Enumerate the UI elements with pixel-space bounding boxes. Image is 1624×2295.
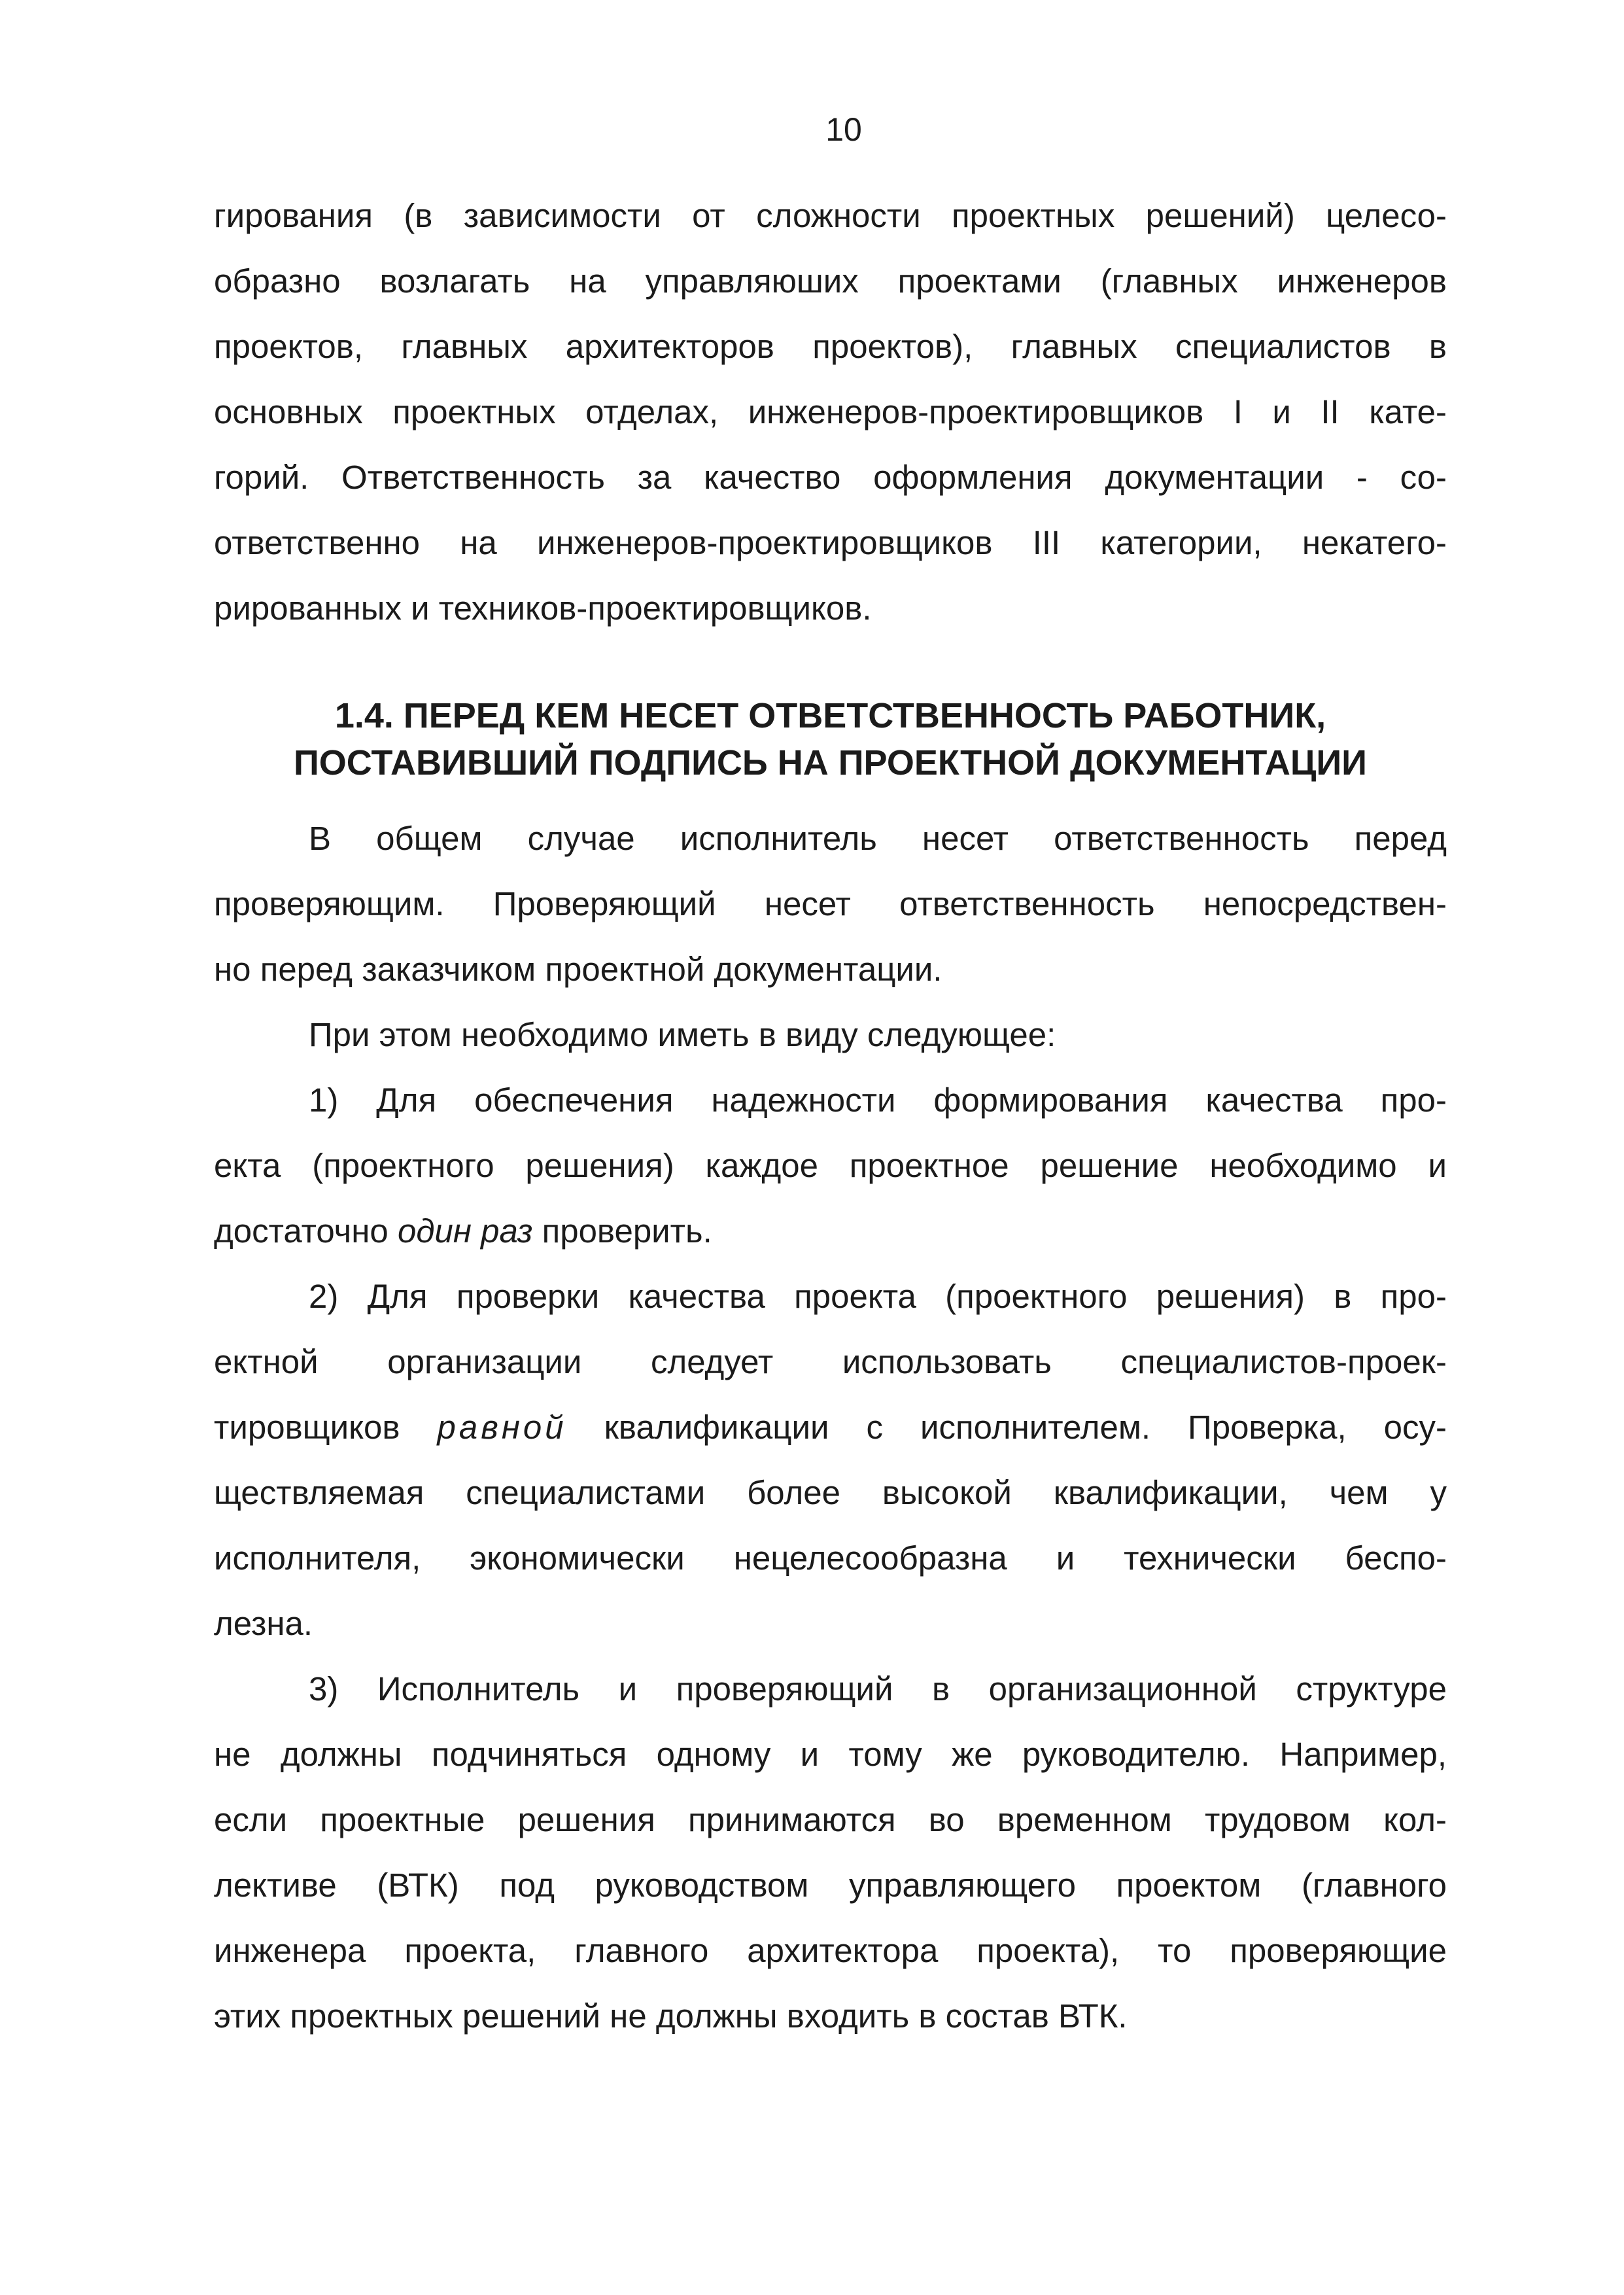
text-line: 3) Исполнитель и проверяющий в организационной структуре <box>309 1670 1447 1708</box>
heading-line-2: ПОСТАВИВШИЙ ПОДПИСЬ НА ПРОЕКТНОЙ ДОКУМЕНТАЦИИ <box>293 743 1367 782</box>
text-line: ответственно на инженеров-проектировщиков III категории, некатего- <box>214 524 1447 561</box>
text-line: екта (проектного решения) каждое проектное решение необходимо и <box>214 1147 1447 1184</box>
text-line: В общем случае исполнитель несет ответственность перед <box>309 820 1447 857</box>
text-line: При этом необходимо иметь в виду следующее: <box>309 1016 1056 1053</box>
page-number: 10 <box>825 111 862 148</box>
text-line: ектной организации следует использовать специалистов-проек- <box>214 1343 1447 1380</box>
intro-paragraph <box>214 183 1447 641</box>
text-line: лезна. <box>214 1605 313 1642</box>
list-item-2 <box>214 1264 1447 1656</box>
text-line: основных проектных отделах, инженеров-проектировщиков I и II кате- <box>214 393 1447 430</box>
text-segment: квалификации с исполнителем. Проверка, осу- <box>566 1409 1447 1446</box>
text-line: если проектные решения принимаются во временном трудовом кол- <box>214 1801 1447 1838</box>
text-segment: тировщиков <box>214 1409 438 1446</box>
text-segment: проверить. <box>532 1212 712 1250</box>
paragraph-responsibility <box>214 806 1447 1002</box>
text-line: исполнителя, экономически нецелесообразна и технически беспо- <box>214 1539 1447 1577</box>
emphasis-text: равной <box>437 1409 567 1446</box>
section-heading <box>214 692 1447 786</box>
text-line: образно возлагать на управляюших проектами (главных инженеров <box>214 262 1447 300</box>
text-line <box>214 1395 1447 1460</box>
text-line: проектов, главных архитекторов проектов), главных специалистов в <box>214 328 1447 365</box>
text-line: горий. Ответственность за качество оформления документации - со- <box>214 459 1447 496</box>
list-item-1 <box>214 1068 1447 1264</box>
paragraph-note <box>214 1002 1447 1068</box>
heading-line-1: 1.4. ПЕРЕД КЕМ НЕСЕТ ОТВЕТСТВЕННОСТЬ РАБОТНИК, <box>334 696 1326 735</box>
text-line: проверяющим. Проверяющий несет ответственность непосредствен- <box>214 885 1447 922</box>
text-line: гирования (в зависимости от сложности проектных решений) целесо- <box>214 197 1447 234</box>
text-line: лективе (ВТК) под руководством управляющего проектом (главного <box>214 1866 1447 1904</box>
text-line: 2) Для проверки качества проекта (проектного решения) в про- <box>309 1278 1447 1315</box>
text-line: но перед заказчиком проектной документации. <box>214 951 942 988</box>
list-item-3 <box>214 1656 1447 2049</box>
text-line: ществляемая специалистами более высокой квалификации, чем у <box>214 1474 1447 1511</box>
emphasis-text: один раз <box>397 1212 533 1250</box>
section-body <box>214 806 1447 2049</box>
text-line: рированных и техников-проектировщиков. <box>214 589 872 627</box>
text-line: не должны подчиняться одному и тому же руководителю. Например, <box>214 1736 1447 1773</box>
text-line: инженера проекта, главного архитектора проекта), то проверяющие <box>214 1932 1447 1969</box>
text-line: этих проектных решений не должны входить в состав ВТК. <box>214 1997 1128 2035</box>
text-line: 1) Для обеспечения надежности формирования качества про- <box>309 1081 1447 1119</box>
text-segment: достаточно <box>214 1212 398 1250</box>
text-line <box>214 1199 1447 1264</box>
